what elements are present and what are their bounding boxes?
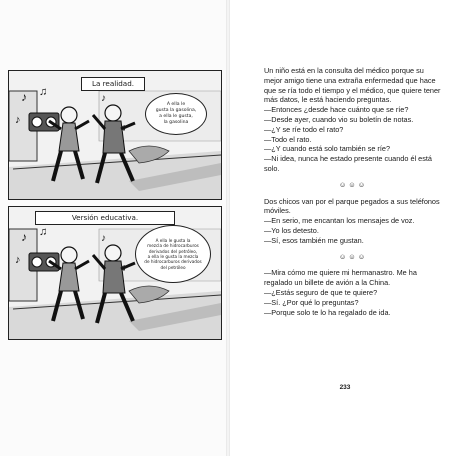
joke-intro: Un niño está en la consulta del médico porque su mejor amigo tiene una extraña enfermedad que hace que se ría todo el tiempo y el médico, que quiere tener más datos, le está haciendo preguntas. bbox=[264, 66, 441, 105]
joke-intro: —Mira cómo me quiere mi hermanastro. Me ha regalado un billete de avión a la China. bbox=[264, 268, 417, 288]
speech-line: a ella le gusta, bbox=[159, 114, 193, 119]
dialogue-line: —¿Y se ríe todo el rato? bbox=[264, 124, 344, 134]
speech-line: A ella le gusta la bbox=[155, 237, 191, 243]
svg-text:♫: ♫ bbox=[39, 86, 48, 98]
speech-line: de hidrocarburos derivados bbox=[144, 259, 202, 265]
svg-text:♪: ♪ bbox=[15, 114, 21, 126]
comic-panel-reality bbox=[8, 70, 222, 200]
panel-caption-educational: Versión educativa. bbox=[35, 211, 175, 225]
speech-line: mezcla de hidrocarburos bbox=[147, 243, 199, 249]
svg-text:♫: ♫ bbox=[39, 226, 48, 238]
separator-smiley-icon: ☺☺☺ bbox=[338, 251, 368, 261]
dialogue-line: —Porque solo te lo ha regalado de ida. bbox=[264, 307, 391, 317]
speech-line: derivados del petróleo, bbox=[148, 248, 198, 254]
dialogue-line: —Todo el rato. bbox=[264, 134, 312, 144]
jokes-text-column bbox=[264, 66, 442, 317]
dialogue-line: —Sí, esos también me gustan. bbox=[264, 235, 364, 245]
panel-caption-reality: La realidad. bbox=[81, 77, 145, 91]
dialogue-line: —En serio, me encantan los mensajes de voz. bbox=[264, 216, 415, 226]
joke-intro: Dos chicos van por el parque pegados a sus teléfonos móviles. bbox=[264, 196, 440, 216]
comic-panel-educational bbox=[8, 206, 222, 340]
svg-text:♪: ♪ bbox=[101, 233, 106, 244]
dialogue-line: —Sí. ¿Por qué lo preguntas? bbox=[264, 297, 359, 307]
svg-text:♪: ♪ bbox=[15, 254, 21, 266]
dialogue-line: —Desde ayer, cuando vio su boletín de notas. bbox=[264, 114, 414, 124]
speech-line: del petróleo bbox=[160, 264, 186, 270]
dialogue-line: —¿Estás seguro de que te quiere? bbox=[264, 287, 378, 297]
dialogue-line: —Yo los detesto. bbox=[264, 225, 319, 235]
dialogue-line: —Ni idea, nunca he estado presente cuando él está solo. bbox=[264, 154, 432, 173]
page-number: 233 bbox=[339, 384, 351, 391]
speech-line: la gasolina bbox=[163, 120, 189, 125]
joke-stepbrother bbox=[264, 268, 442, 317]
dialogue-line: —¿Y cuando está solo también se ríe? bbox=[264, 144, 391, 154]
book-gutter bbox=[226, 0, 230, 456]
joke-doctor bbox=[264, 66, 442, 174]
dialogue-line: —Entonces ¿desde hace cuánto que se ríe? bbox=[264, 105, 409, 115]
speech-bubble-educational bbox=[135, 225, 211, 283]
separator-smiley-icon: ☺☺☺ bbox=[338, 179, 368, 189]
speech-line: A ella le bbox=[166, 102, 186, 107]
speech-line: gusta la gasolina, bbox=[155, 108, 197, 113]
speech-bubble-reality bbox=[145, 93, 207, 135]
svg-text:♪: ♪ bbox=[21, 230, 27, 244]
speech-line: a ella le gusta la mezcla bbox=[147, 254, 199, 259]
joke-phones bbox=[264, 197, 442, 246]
svg-text:♪: ♪ bbox=[101, 93, 106, 104]
svg-text:♪: ♪ bbox=[21, 90, 27, 104]
